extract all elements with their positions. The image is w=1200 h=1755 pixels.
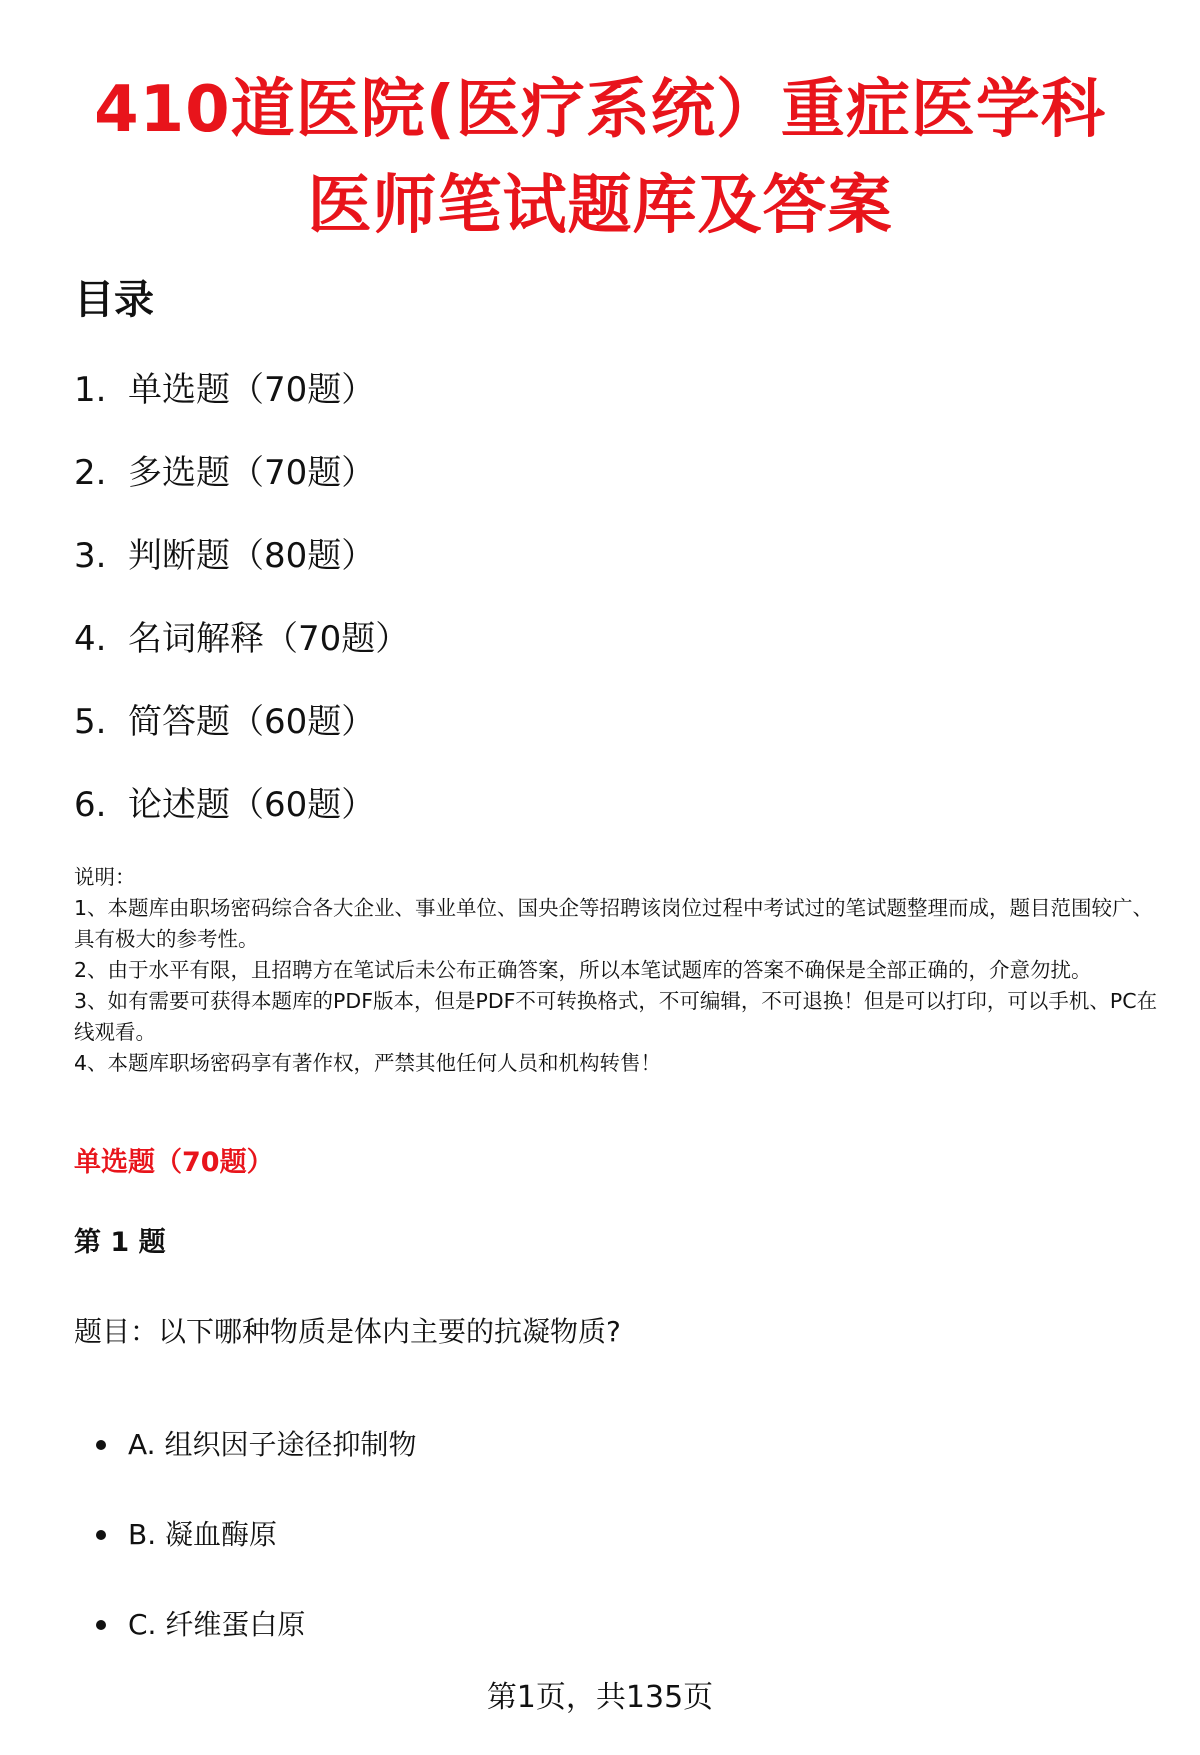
answer-option [96,1580,416,1670]
toc-item-number: 5. [74,702,107,742]
toc-item-number: 3. [74,536,107,576]
note-item: 1、本题库由职场密码综合各大企业、事业单位、国央企等招聘该岗位过程中考试过的笔试题整理而成，题目范围较广、具有极大的参考性。 [74,896,1154,951]
title-line-2: 医师笔试题库及答案 [307,169,893,243]
question-number: 第 1 题 [74,1227,166,1258]
note-item: 3、如有需要可获得本题库的PDF版本，但是PDF不可转换格式，不可编辑，不可退换！但是可以打印，可以手机、PC在线观看。 [74,989,1158,1044]
answer-option [96,1400,416,1490]
note-item: 4、本题库职场密码享有著作权，严禁其他任何人员和机构转售！ [74,1051,662,1075]
notes-block [74,862,1164,1079]
answer-options [96,1400,416,1670]
page-footer: 第1页，共135页 [486,1680,714,1715]
bullet-icon [96,1440,106,1450]
toc-item [74,611,409,694]
toc-item-number: 2. [74,453,107,493]
toc-heading: 目录 [74,277,154,323]
table-of-contents [74,362,409,860]
question-text: 题目：以下哪种物质是体内主要的抗凝物质? [74,1315,621,1348]
note-item: 2、由于水平有限，且招聘方在笔试后未公布正确答案，所以本笔试题库的答案不确保是全部正确的，介意勿扰。 [74,958,1092,982]
bullet-icon [96,1620,106,1630]
toc-item-label: 判断题（80题） [128,536,376,576]
bullet-icon [96,1530,106,1540]
section-heading: 单选题（70题） [74,1147,274,1178]
toc-item-label: 多选题（70题） [128,453,376,493]
notes-heading: 说明： [74,865,136,889]
toc-item-label: 单选题（70题） [128,370,376,410]
answer-option-label: A. 组织因子途径抑制物 [128,1428,417,1461]
toc-item-label: 论述题（60题） [128,785,376,825]
toc-item [74,694,409,777]
toc-item [74,528,409,611]
toc-item [74,445,409,528]
toc-item [74,362,409,445]
title-line-1: 410道医院(医疗系统）重症医学科 [94,73,1106,147]
answer-option [96,1490,416,1580]
toc-item [74,777,409,860]
toc-item-number: 6. [74,785,107,825]
document-title [40,62,1160,254]
toc-item-label: 简答题（60题） [128,702,376,742]
toc-item-number: 4. [74,619,107,659]
toc-item-number: 1. [74,370,107,410]
toc-item-label: 名词解释（70题） [128,619,410,659]
answer-option-label: B. 凝血酶原 [128,1518,278,1551]
answer-option-label: C. 纤维蛋白原 [128,1608,306,1641]
